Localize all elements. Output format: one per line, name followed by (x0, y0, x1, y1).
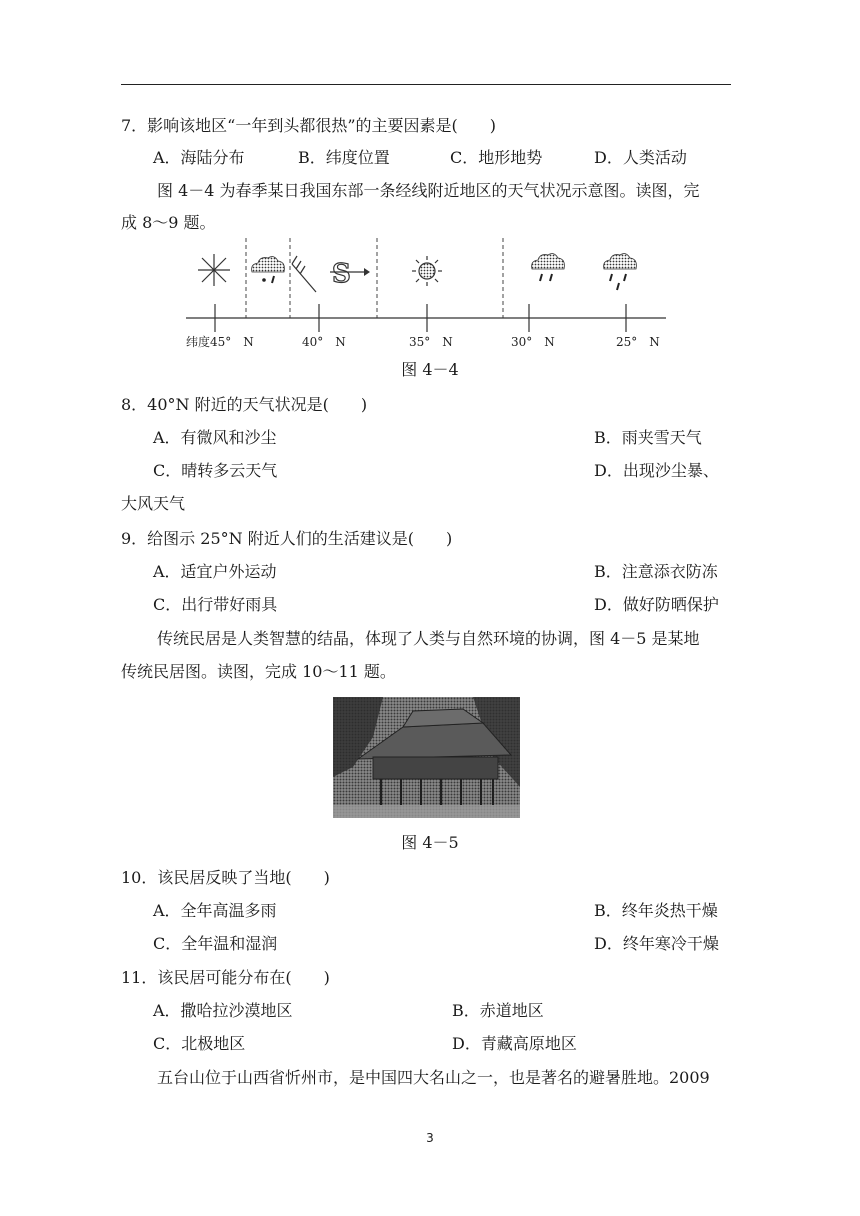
intro-10-11-line1: 传统民居是人类智慧的结晶，体现了人类与自然环境的协调，图 4－5 是某地 (157, 629, 700, 648)
q8-option-d: D．出现沙尘暴、 (594, 461, 719, 480)
q11-option-b: B．赤道地区 (452, 1001, 544, 1020)
intro-8-9-line2: 成 8～9 题。 (121, 213, 216, 232)
svg-text:S: S (332, 259, 351, 289)
question-9-stem: 9．给图示 25°N 附近人们的生活建议是( ) (121, 529, 453, 548)
label-25: 25° N (616, 335, 660, 349)
q8-option-d-cont: 大风天气 (121, 494, 186, 513)
q7-option-a: A．海陆分布 (153, 148, 245, 167)
question-11-stem: 11．该民居可能分布在( ) (121, 968, 330, 987)
q10-option-c: C．全年温和湿润 (153, 934, 278, 953)
question-8-stem: 8．40°N 附近的天气状况是( ) (121, 395, 368, 414)
weather-diagram (180, 236, 670, 354)
q11-option-d: D．青藏高原地区 (452, 1034, 577, 1053)
sun-icon (412, 256, 442, 286)
q7-option-b: B．纬度位置 (298, 148, 390, 167)
page-number: 3 (426, 1131, 434, 1145)
q7-option-d: D．人类活动 (594, 148, 687, 167)
sandstorm-icon (330, 259, 370, 289)
figure-4-4-caption: 图 4－4 (401, 360, 459, 379)
q9-option-c: C．出行带好雨具 (153, 595, 278, 614)
q10-option-d: D．终年寒冷干燥 (594, 934, 719, 953)
q11-option-c: C．北极地区 (153, 1034, 246, 1053)
label-30: 30° N (511, 335, 555, 349)
q10-option-a: A．全年高温多雨 (153, 901, 277, 920)
label-45: 纬度45° N (186, 335, 254, 349)
q9-option-a: A．适宜户外运动 (153, 562, 277, 581)
q9-option-d: D．做好防晒保护 (594, 595, 719, 614)
question-7-stem: 7．影响该地区“一年到头都很热”的主要因素是( ) (121, 116, 497, 135)
cloud-heavy-rain-icon (604, 254, 637, 290)
label-35: 35° N (409, 335, 453, 349)
q9-option-b: B．注意添衣防冻 (594, 562, 718, 581)
rain-snow-icon (252, 257, 285, 283)
q8-option-c: C．晴转多云天气 (153, 461, 278, 480)
intro-next-line1: 五台山位于山西省忻州市，是中国四大名山之一，也是著名的避暑胜地。2009 (157, 1068, 710, 1087)
snowflake-icon (198, 254, 230, 286)
q8-option-b: B．雨夹雪天气 (594, 428, 702, 447)
header-rule (121, 84, 731, 85)
q7-option-c: C．地形地势 (450, 148, 543, 167)
intro-8-9-line1: 图 4－4 为春季某日我国东部一条经线附近地区的天气状况示意图。读图，完 (157, 181, 700, 200)
q10-option-b: B．终年炎热干燥 (594, 901, 718, 920)
cloud-rain-icon (532, 254, 565, 281)
intro-10-11-line2: 传统民居图。读图，完成 10～11 题。 (121, 662, 396, 681)
wind-icon (292, 256, 316, 292)
q8-option-a: A．有微风和沙尘 (153, 428, 277, 447)
traditional-house-photo (333, 697, 520, 818)
question-10-stem: 10．该民居反映了当地( ) (121, 868, 330, 887)
q11-option-a: A．撒哈拉沙漠地区 (153, 1001, 293, 1020)
figure-4-5-caption: 图 4－5 (401, 833, 459, 852)
label-40: 40° N (302, 335, 346, 349)
